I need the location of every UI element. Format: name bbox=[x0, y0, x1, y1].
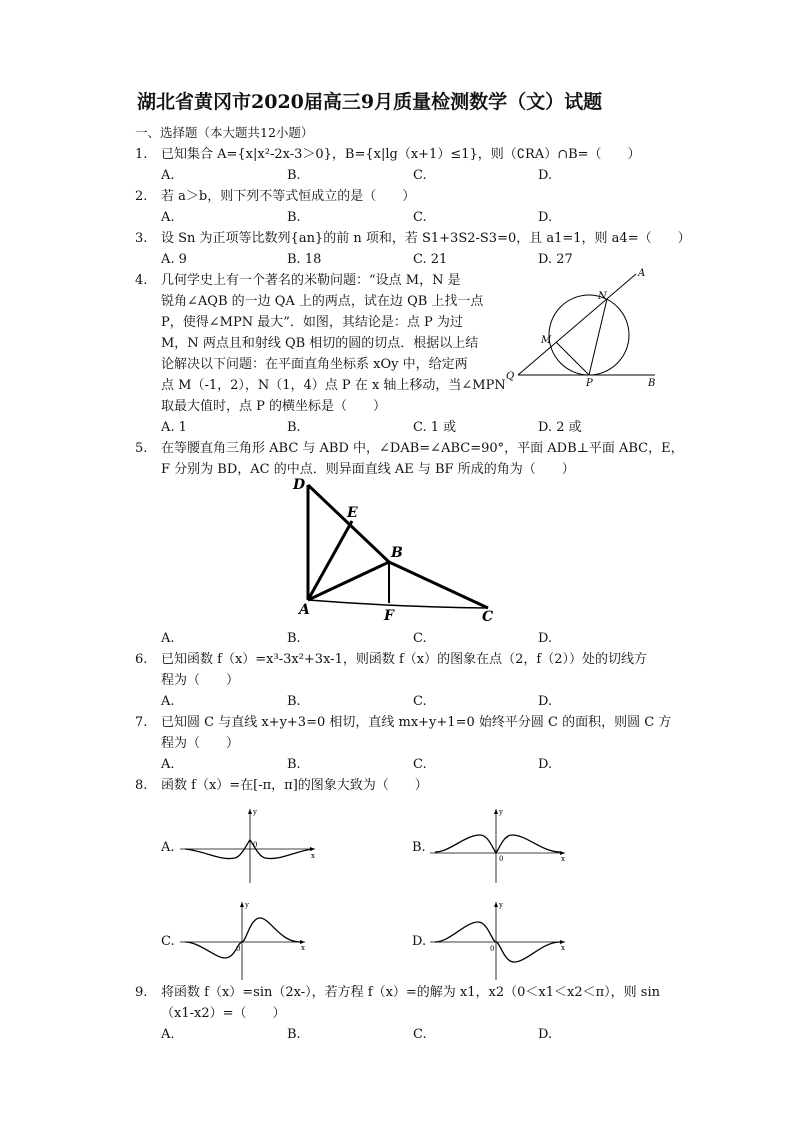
q4-stem-line: P，使得∠MPN 最大”．如图，其结论是：点 P 为过 bbox=[161, 315, 463, 330]
q9-number: 9. bbox=[135, 985, 148, 1000]
q4-option-d: D. 2 或 bbox=[538, 420, 582, 435]
q8-graph-b bbox=[430, 805, 570, 885]
q1-number: 1. bbox=[135, 147, 148, 162]
page-title: 湖北省黄冈市2020届高三9月质量检测数学（文）试题 bbox=[137, 91, 603, 113]
q7-option-c: C. bbox=[413, 757, 427, 772]
q5-number: 5. bbox=[135, 441, 148, 456]
q8-graph-a bbox=[180, 805, 320, 885]
q5-option-b: B. bbox=[287, 631, 301, 646]
svg-text:x: x bbox=[561, 855, 565, 863]
q6-stem-line: 已知函数 f（x）=x³-3x²+3x-1，则函数 f（x）的图象在点（2，f（2））处的切线方 bbox=[161, 652, 647, 667]
svg-text:x: x bbox=[301, 944, 305, 952]
svg-text:y: y bbox=[499, 901, 503, 909]
q8-graph-b-label: B. bbox=[412, 840, 426, 855]
label-c: C bbox=[482, 609, 494, 625]
q4-option-c: C. 1 或 bbox=[413, 420, 457, 435]
q4-option-b: B. bbox=[287, 420, 301, 435]
q6-option-c: C. bbox=[413, 694, 427, 709]
label-m: M bbox=[541, 335, 552, 346]
q4-stem-line: 论解决以下问题：在平面直角坐标系 xOy 中，给定两 bbox=[161, 357, 468, 372]
q3-option-c: C. 21 bbox=[413, 252, 448, 267]
q4-stem-line: 几何学史上有一个著名的米勒问题：“设点 M，N 是 bbox=[161, 273, 461, 288]
q1-option-a: A. bbox=[161, 168, 175, 183]
q3-stem: 设 Sn 为正项等比数列{an}的前 n 项和，若 S1+3S2-S3=0，且 a1=1，则 a4=（ ） bbox=[161, 231, 691, 246]
q6-option-a: A. bbox=[161, 694, 175, 709]
q8-stem: 函数 f（x）=在[-π，π]的图象大致为（ ） bbox=[161, 778, 428, 793]
q7-stem-line: 程为（ ） bbox=[161, 736, 240, 751]
svg-text:0: 0 bbox=[499, 855, 504, 863]
q7-option-d: D. bbox=[538, 757, 553, 772]
q5-option-a: A. bbox=[161, 631, 175, 646]
label-b: B bbox=[391, 545, 403, 561]
q9-option-d: D. bbox=[538, 1027, 553, 1042]
svg-text:x: x bbox=[561, 944, 565, 952]
q2-option-b: B. bbox=[287, 210, 301, 225]
label-a: A bbox=[299, 602, 310, 618]
q6-option-b: B. bbox=[287, 694, 301, 709]
label-a: A bbox=[638, 268, 646, 279]
label-d: D bbox=[293, 477, 306, 493]
svg-text:0: 0 bbox=[236, 945, 241, 953]
q1-option-b: B. bbox=[287, 168, 301, 183]
q2-option-c: C. bbox=[413, 210, 427, 225]
segment-mp bbox=[556, 342, 589, 375]
label-f: F bbox=[384, 608, 394, 624]
q6-option-d: D. bbox=[538, 694, 553, 709]
q6-number: 6. bbox=[135, 652, 148, 667]
q7-number: 7. bbox=[135, 715, 148, 730]
q3-number: 3. bbox=[135, 231, 148, 246]
q8-graph-c bbox=[180, 898, 320, 983]
q3-option-b: B. 18 bbox=[287, 252, 322, 267]
q4-stem-line: 锐角∠AQB 的一边 QA 上的两点，试在边 QB 上找一点 bbox=[161, 294, 484, 309]
q9-option-c: C. bbox=[413, 1027, 427, 1042]
q4-stem-line: 取最大值时，点 P 的横坐标是（ ） bbox=[161, 399, 387, 414]
miller-problem-figure bbox=[500, 262, 670, 392]
q9-option-a: A. bbox=[161, 1027, 175, 1042]
q2-number: 2. bbox=[135, 189, 148, 204]
svg-text:y: y bbox=[245, 901, 249, 909]
q8-graph-a-label: A. bbox=[161, 840, 175, 855]
ray-qa bbox=[518, 274, 636, 375]
svg-text:y: y bbox=[499, 808, 503, 816]
q4-stem-line: M，N 两点且和射线 QB 相切的圆的切点．根据以上结 bbox=[161, 336, 479, 351]
label-q: Q bbox=[506, 371, 515, 382]
q5-stem-line: 在等腰直角三角形 ABC 与 ABD 中，∠DAB=∠ABC=90°，平面 ADB⊥平面 ABC，E， bbox=[161, 441, 684, 456]
q3-option-d: D. 27 bbox=[538, 252, 573, 267]
q5-option-c: C. bbox=[413, 631, 427, 646]
q1-option-d: D. bbox=[538, 168, 553, 183]
q4-stem-line: 点 M（-1，2），N（1，4）点 P 在 x 轴上移动，当∠MPN bbox=[161, 378, 506, 393]
q1-option-c: C. bbox=[413, 168, 427, 183]
label-n: N bbox=[598, 291, 607, 302]
q6-stem-line: 程为（ ） bbox=[161, 673, 240, 688]
svg-text:x: x bbox=[311, 852, 315, 860]
section-heading: 一、选择题（本大题共12小题） bbox=[135, 125, 314, 140]
label-p: P bbox=[586, 378, 593, 389]
q8-number: 8. bbox=[135, 778, 148, 793]
q4-option-a: A. 1 bbox=[161, 420, 187, 435]
q9-stem-line: 将函数 f（x）=sin（2x-），若方程 f（x）=的解为 x1，x2（0＜x1＜x2＜π），则 sin bbox=[161, 985, 660, 1000]
q5-stem-line: F 分别为 BD，AC 的中点．则异面直线 AE 与 BF 所成的角为（ ） bbox=[161, 462, 575, 477]
q7-option-b: B. bbox=[287, 757, 301, 772]
q9-option-b: B. bbox=[287, 1027, 301, 1042]
tangent-circle bbox=[549, 295, 629, 375]
q8-graph-d-label: D. bbox=[412, 934, 427, 949]
svg-text:0: 0 bbox=[253, 841, 258, 849]
q2-option-d: D. bbox=[538, 210, 553, 225]
q7-option-a: A. bbox=[161, 757, 175, 772]
q2-option-a: A. bbox=[161, 210, 175, 225]
q8-graph-d bbox=[430, 898, 570, 983]
q3-option-a: A. 9 bbox=[161, 252, 187, 267]
q5-option-d: D. bbox=[538, 631, 553, 646]
q8-graph-c-label: C. bbox=[161, 934, 175, 949]
triangle-figure bbox=[290, 475, 505, 625]
q1-stem: 已知集合 A={x|x²-2x-3＞0}，B={x|lg（x+1）≤1}，则（∁RA）∩B=（ ） bbox=[161, 147, 641, 162]
q9-stem-line: （x1-x2）=（ ） bbox=[161, 1006, 286, 1021]
segment-np bbox=[589, 299, 607, 375]
q4-number: 4. bbox=[135, 273, 148, 288]
label-e: E bbox=[347, 505, 358, 521]
q7-stem-line: 已知圆 C 与直线 x+y+3=0 相切，直线 mx+y+1=0 始终平分圆 C 的面积，则圆 C 方 bbox=[161, 715, 672, 730]
svg-text:y: y bbox=[253, 808, 257, 816]
label-b: B bbox=[648, 378, 656, 389]
svg-text:0: 0 bbox=[490, 945, 495, 953]
q2-stem: 若 a＞b，则下列不等式恒成立的是（ ） bbox=[161, 189, 416, 204]
